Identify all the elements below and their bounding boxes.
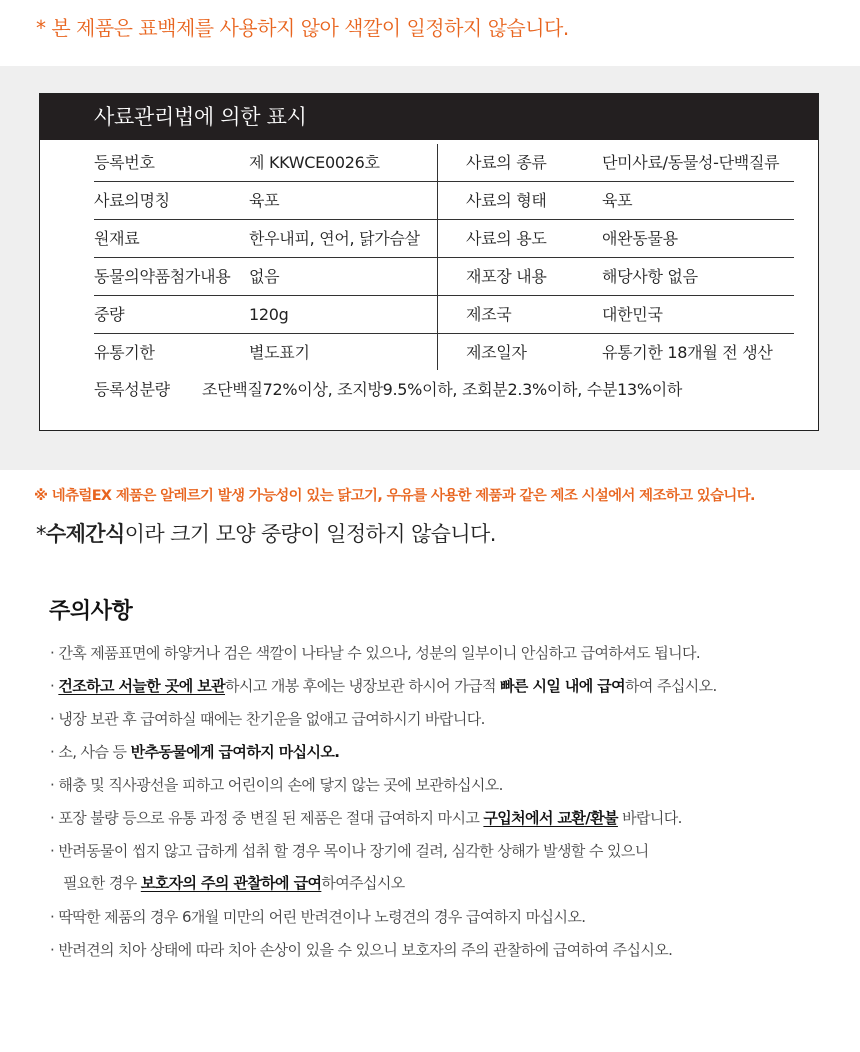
handmade-notice: [36, 518, 496, 548]
bleach-notice: * 본 제품은 표백제를 사용하지 않아 색깔이 일정하지 않습니다.: [36, 16, 569, 40]
row-value: 유통기한 18개월 전 생산: [602, 343, 773, 362]
handmade-emphasis: 수제간식: [45, 522, 125, 546]
row-key: 등록번호: [94, 153, 155, 172]
feed-label-table: [39, 93, 819, 431]
row-value: 단미사료/동물성-단백질류: [602, 153, 780, 172]
row-value: 없음: [249, 267, 280, 286]
row-value: 육포: [249, 191, 280, 210]
caution-text: 하여주십시오: [321, 874, 405, 892]
caution-emphasis: 보호자의 주의 관찰하에 급여: [140, 874, 322, 892]
list-item: [50, 706, 850, 739]
caution-text: 하여 주십시오.: [625, 677, 717, 695]
allergy-notice: ※ 네츄럴EX 제품은 알레르기 발생 가능성이 있는 닭고기, 우유를 사용한 제품과 같은 제조 시설에서 제조하고 있습니다.: [34, 488, 755, 504]
row-value: 제 KKWCE0026호: [249, 153, 380, 172]
list-item: [50, 640, 850, 673]
caution-text: · 반려동물이 씹지 않고 급하게 섭취 할 경우 목이나 장기에 걸려, 심각한 상해가 발생할 수 있으니: [50, 842, 649, 860]
caution-text: · 포장 불량 등으로 유통 과정 중 변질 된 제품은 절대 급여하지 마시고: [50, 809, 484, 827]
handmade-suffix: 이라 크기 모양 중량이 일정하지 않습니다.: [124, 522, 496, 546]
list-item: [50, 739, 850, 772]
caution-list: [50, 640, 850, 970]
caution-text: · 간혹 제품표면에 하얗거나 검은 색깔이 나타날 수 있으나, 성분의 일부이니 안심하고 급여하셔도 됩니다.: [50, 644, 701, 662]
table-row: [94, 296, 794, 334]
table-row: [94, 220, 794, 258]
composition-key: 등록성분량: [94, 380, 170, 399]
row-key: 중량: [94, 305, 125, 324]
column-divider: [437, 144, 438, 370]
caution-continuation: [50, 870, 850, 896]
caution-text: · 반려견의 치아 상태에 따라 치아 손상이 있을 수 있으니 보호자의 주의 관찰하에 급여하여 주십시오.: [50, 941, 673, 959]
label-title: 사료관리법에 의한 표시: [40, 94, 818, 140]
row-value: 애완동물용: [602, 229, 678, 248]
row-key: 제조국: [466, 305, 512, 324]
row-key: 사료의 형태: [466, 191, 547, 210]
list-item: [50, 904, 850, 937]
caution-emphasis: 빠른 시일 내에 급여: [500, 677, 626, 695]
caution-emphasis: 반추동물에게 급여하지 마십시오.: [130, 743, 340, 761]
label-grid: [94, 144, 794, 371]
list-item: [50, 673, 850, 706]
list-item: [50, 772, 850, 805]
list-item: [50, 838, 850, 904]
caution-text: · 딱딱한 제품의 경우 6개월 미만의 어린 반려견이나 노령견의 경우 급여하지 마십시오.: [50, 908, 586, 926]
row-key: 동물의약품첨가내용: [94, 267, 231, 286]
table-row: [94, 258, 794, 296]
composition-row: [94, 370, 794, 410]
row-value: 한우내피, 연어, 닭가슴살: [249, 229, 420, 248]
caution-emphasis: 건조하고 서늘한 곳에 보관: [58, 677, 226, 695]
table-row: [94, 144, 794, 182]
caution-text: · 해충 및 직사광선을 피하고 어린이의 손에 닿지 않는 곳에 보관하십시오.: [50, 776, 503, 794]
row-key: 사료의명칭: [94, 191, 170, 210]
caution-title: 주의사항: [49, 599, 133, 624]
composition-value: 조단백질72%이상, 조지방9.5%이하, 조회분2.3%이하, 수분13%이하: [202, 380, 683, 399]
list-item: [50, 937, 850, 970]
row-key: 재포장 내용: [466, 267, 547, 286]
row-key: 사료의 용도: [466, 229, 547, 248]
row-key: 사료의 종류: [466, 153, 547, 172]
caution-text: 하시고 개봉 후에는 냉장보관 하시어 가급적: [225, 677, 501, 695]
row-key: 원재료: [94, 229, 140, 248]
caution-text: · 냉장 보관 후 급여하실 때에는 찬기운을 없애고 급여하시기 바랍니다.: [50, 710, 485, 728]
caution-text: · 소, 사슴 등: [50, 743, 131, 761]
handmade-prefix: *: [36, 522, 46, 546]
caution-text: ·: [50, 677, 59, 695]
row-value: 별도표기: [249, 343, 310, 362]
caution-text: 필요한 경우: [63, 874, 141, 892]
row-key: 유통기한: [94, 343, 155, 362]
caution-text: 바랍니다.: [617, 809, 682, 827]
row-value: 120g: [249, 305, 289, 324]
list-item: [50, 805, 850, 838]
caution-emphasis: 구입처에서 교환/환불: [483, 809, 618, 827]
row-key: 제조일자: [466, 343, 527, 362]
table-row: [94, 182, 794, 220]
row-value: 해당사항 없음: [602, 267, 698, 286]
row-value: 육포: [602, 191, 633, 210]
table-row: [94, 334, 794, 371]
row-value: 대한민국: [602, 305, 663, 324]
